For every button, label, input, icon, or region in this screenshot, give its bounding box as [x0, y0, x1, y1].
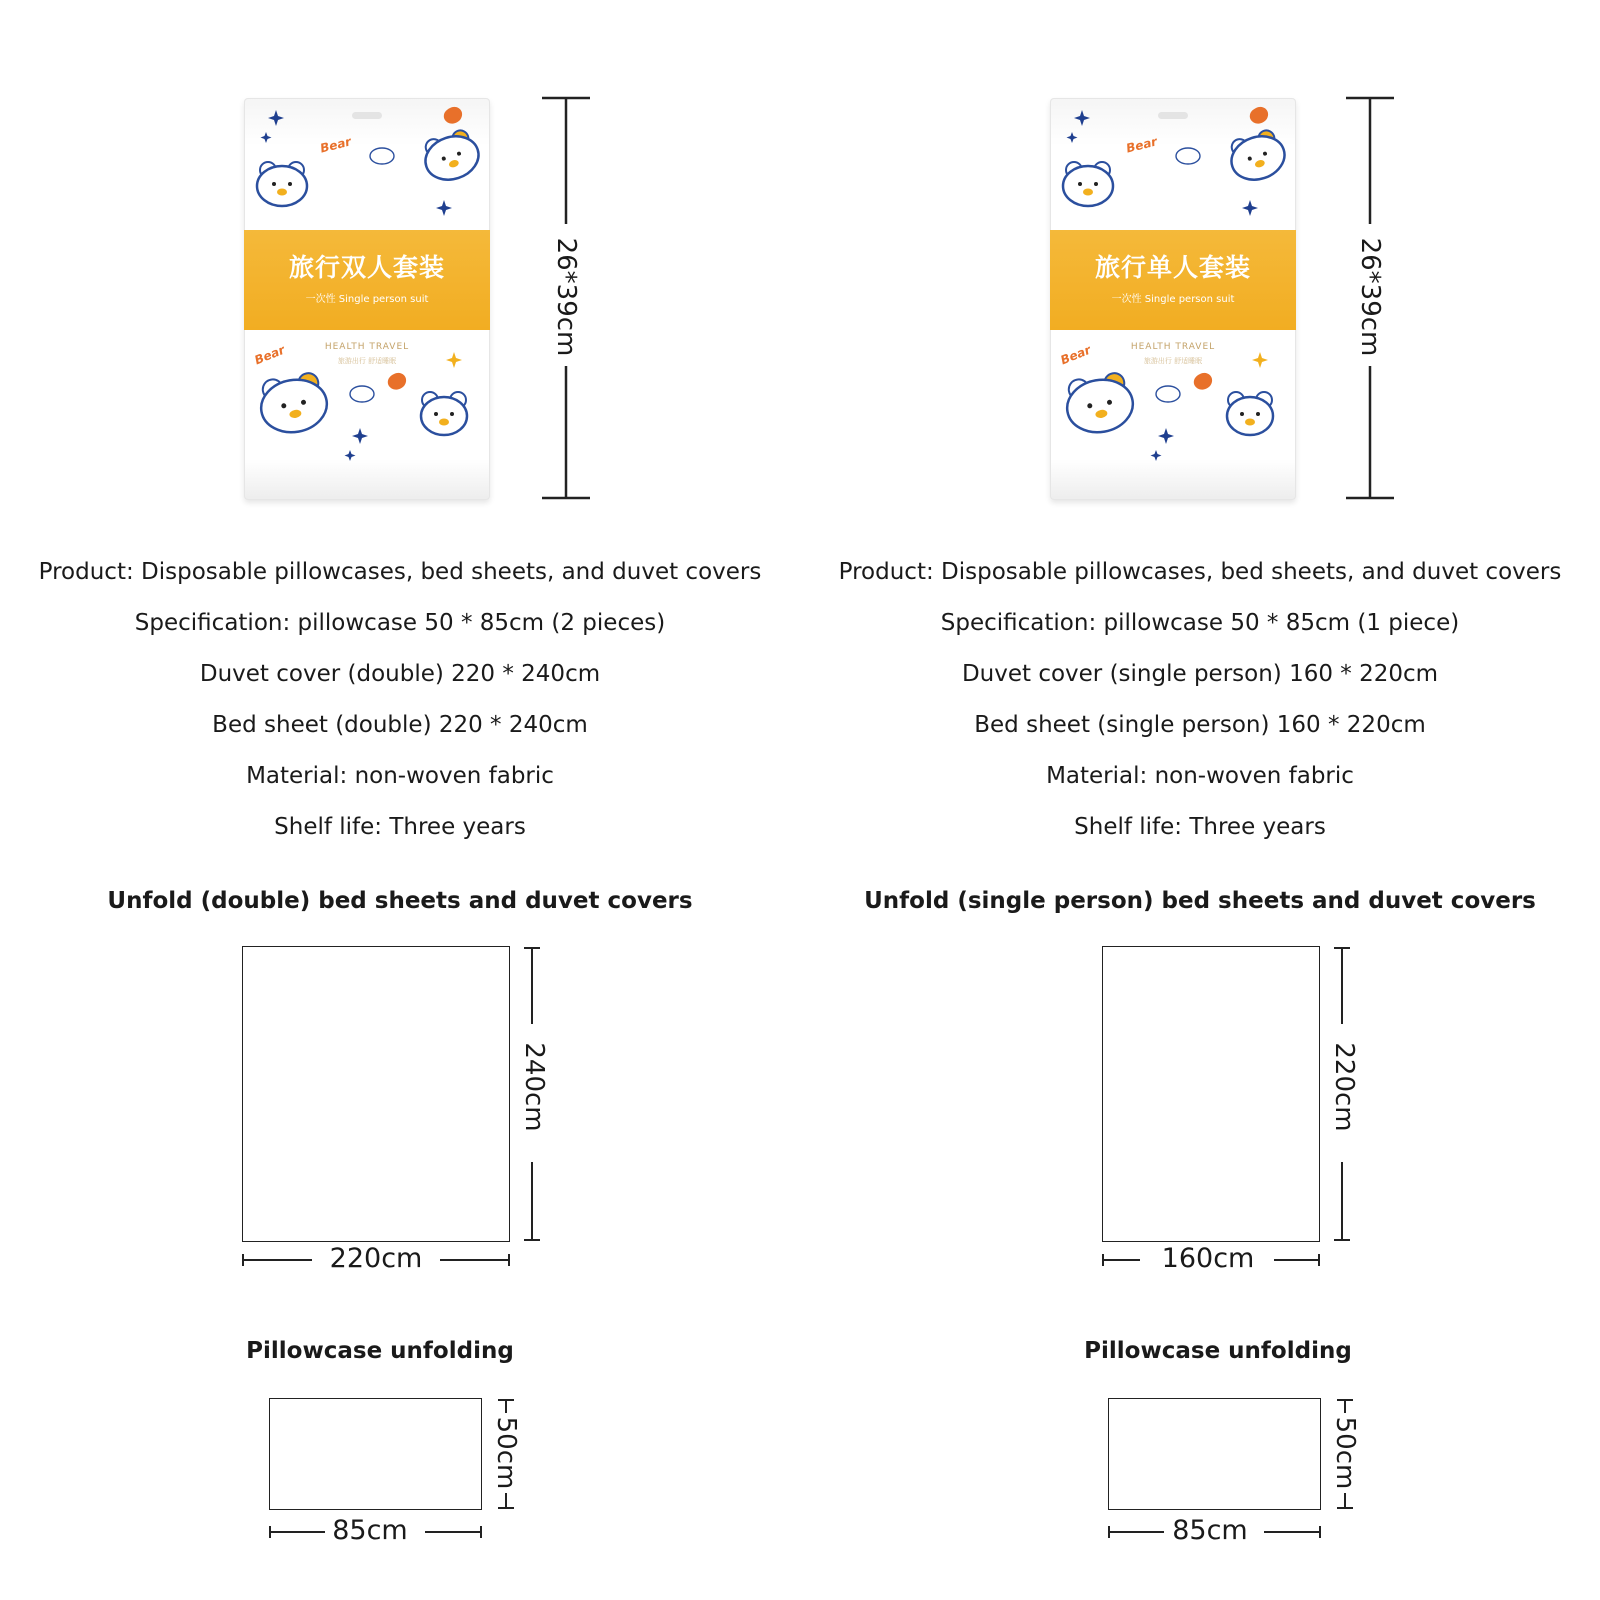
- sheet-heading: Unfold (double) bed sheets and duvet covers: [107, 888, 693, 914]
- bear-face-icon: [1063, 162, 1113, 206]
- bear-text: Bear: [1058, 342, 1093, 368]
- spec-line: Shelf life: Three years: [274, 814, 526, 840]
- bear-face-icon: [421, 392, 467, 435]
- bear-face-icon: [1227, 392, 1273, 435]
- bear-face-icon: [419, 127, 484, 186]
- star-icon: [1151, 450, 1162, 461]
- sheet-outline: [242, 946, 510, 1242]
- pillow-heading: Pillowcase unfolding: [246, 1338, 514, 1364]
- package-health-subtext: 旅游出行 舒适睡眠: [1143, 357, 1203, 365]
- heart-icon: [1194, 373, 1212, 390]
- sheet-height-label: 220cm: [1329, 1042, 1359, 1132]
- heart-icon: [1250, 107, 1268, 124]
- package-health-text: HEALTH TRAVEL: [1130, 342, 1216, 352]
- package-subtitle: 一次性 Single person suit: [1111, 294, 1235, 305]
- sheet-outline: [1102, 946, 1320, 1242]
- pillow-outline: [1108, 1398, 1321, 1510]
- bear-text: Bear: [252, 342, 287, 368]
- star-icon: [1067, 132, 1078, 143]
- spec-line: Specification: pillowcase 50 * 85cm (1 piece): [940, 610, 1460, 636]
- star-icon: [352, 428, 368, 444]
- pillow-height-label: 50cm: [1330, 1413, 1360, 1493]
- heart-icon: [388, 373, 406, 390]
- spec-line: Bed sheet (single person) 160 * 220cm: [974, 712, 1426, 738]
- spec-line: Bed sheet (double) 220 * 240cm: [212, 712, 588, 738]
- bear-text: Bear: [1124, 134, 1159, 156]
- spec-line: Product: Disposable pillowcases, bed sheets, and duvet covers: [838, 559, 1562, 585]
- sheet-height-label: 240cm: [519, 1042, 549, 1132]
- package-size-label: 26*39cm: [1355, 237, 1385, 357]
- package-image: [1050, 98, 1296, 500]
- package-size-label: 26*39cm: [551, 237, 581, 357]
- spec-line: Specification: pillowcase 50 * 85cm (2 pieces): [134, 610, 666, 636]
- package-image: [244, 98, 490, 500]
- product-panel-single: [800, 0, 1600, 1600]
- package-subtitle: 一次性 Single person suit: [305, 294, 429, 305]
- star-icon: [268, 110, 284, 126]
- package-band: [1050, 230, 1296, 330]
- package-band: [244, 230, 490, 330]
- pillow-outline: [269, 1398, 482, 1510]
- speech-bubble-icon: [370, 148, 394, 164]
- speech-bubble-icon: [350, 386, 374, 402]
- sheet-width-label: 160cm: [1161, 1243, 1255, 1274]
- package-health-text: HEALTH TRAVEL: [324, 342, 410, 352]
- bear-face-icon: [1225, 127, 1290, 186]
- spec-line: Product: Disposable pillowcases, bed sheets, and duvet covers: [38, 559, 762, 585]
- package-title: 旅行双人套装: [288, 253, 445, 282]
- spec-line: Duvet cover (double) 220 * 240cm: [199, 661, 601, 687]
- sheet-width-label: 220cm: [329, 1243, 423, 1274]
- spec-line: Shelf life: Three years: [1074, 814, 1326, 840]
- spec-line: Material: non-woven fabric: [246, 763, 554, 789]
- bear-text: Bear: [318, 134, 353, 156]
- star-icon: [1158, 428, 1174, 444]
- spec-line: Duvet cover (single person) 160 * 220cm: [961, 661, 1439, 687]
- star-icon: [345, 450, 356, 461]
- bear-face-icon: [257, 162, 307, 206]
- speech-bubble-icon: [1156, 386, 1180, 402]
- bear-face-icon: [256, 371, 331, 438]
- pillow-width-label: 85cm: [332, 1515, 408, 1546]
- package-title: 旅行单人套装: [1094, 253, 1251, 282]
- star-icon: [1242, 200, 1258, 216]
- pillow-width-label: 85cm: [1172, 1515, 1248, 1546]
- spec-line: Material: non-woven fabric: [1046, 763, 1354, 789]
- package-health-subtext: 旅游出行 舒适睡眠: [337, 357, 397, 365]
- pillow-heading: Pillowcase unfolding: [1084, 1338, 1352, 1364]
- sheet-heading: Unfold (single person) bed sheets and duvet covers: [864, 888, 1536, 914]
- speech-bubble-icon: [1176, 148, 1200, 164]
- bear-face-icon: [1062, 371, 1137, 438]
- heart-icon: [444, 107, 462, 124]
- star-icon: [436, 200, 452, 216]
- star-icon: [1074, 110, 1090, 126]
- pillow-height-label: 50cm: [491, 1413, 521, 1493]
- star-icon: [261, 132, 272, 143]
